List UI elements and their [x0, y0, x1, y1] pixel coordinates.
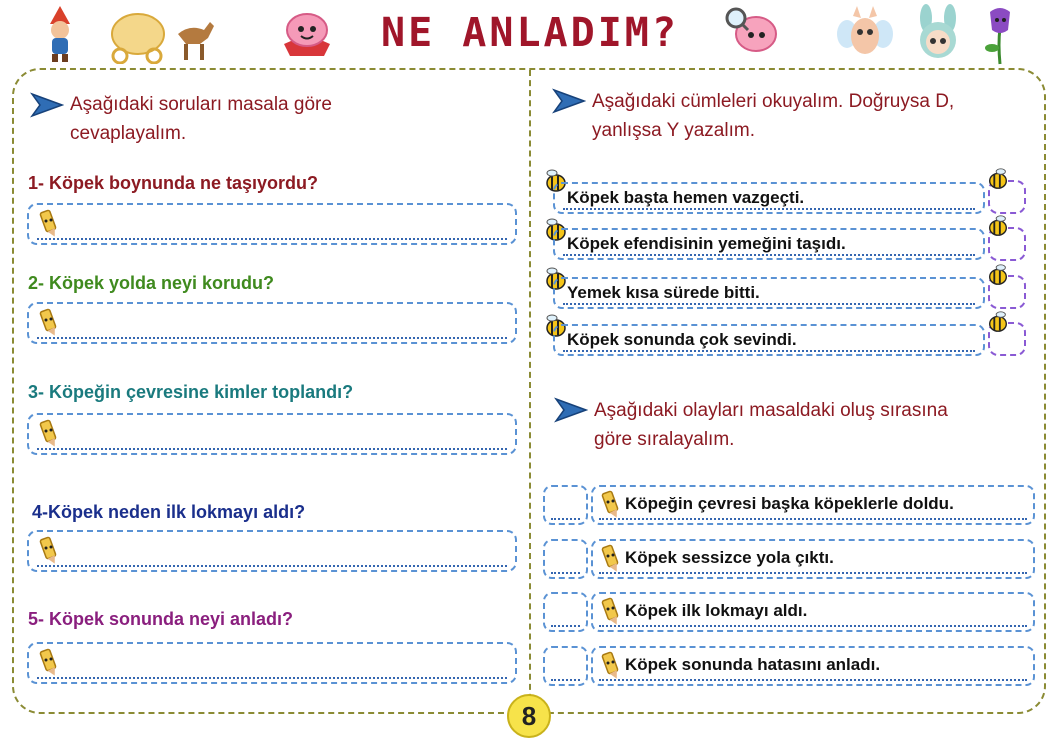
brain-magnifier-icon — [722, 4, 782, 60]
statement-text: Köpek başta hemen vazgeçti. — [567, 188, 805, 207]
column-divider — [529, 70, 531, 710]
event-item-2 — [591, 539, 1035, 579]
pencil-icon — [597, 544, 623, 574]
answer-box-3[interactable] — [27, 413, 517, 455]
true-false-instruction — [592, 87, 1042, 145]
event-item-4 — [591, 646, 1035, 686]
event-line — [599, 572, 1027, 574]
answer-box-5[interactable] — [27, 642, 517, 684]
answer-box-1[interactable] — [27, 203, 517, 245]
event-item-1 — [591, 485, 1035, 525]
number-line — [551, 679, 580, 681]
question-2: 2- Köpek yolda neyi korudu? — [28, 273, 275, 293]
bee-icon — [986, 310, 1010, 334]
true-false-statement-3 — [553, 277, 985, 309]
event-line — [599, 679, 1027, 681]
flower-icon — [980, 4, 1020, 66]
carriage-horse-icon — [100, 4, 220, 64]
bunny-girl-icon — [910, 4, 966, 64]
pencil-icon — [35, 419, 61, 449]
order-number-box-1[interactable] — [543, 485, 588, 525]
instruction-line: yanlışsa Y yazalım. — [592, 120, 755, 141]
number-line — [551, 518, 580, 520]
instruction-line: cevaplayalım. — [70, 123, 187, 144]
question-1: 1- Köpek boynunda ne taşıyordu? — [28, 173, 319, 193]
pencil-icon — [597, 597, 623, 627]
question-4: 4-Köpek neden ilk lokmayı aldı? — [32, 502, 306, 522]
answer-line — [37, 337, 507, 339]
instruction-line: Aşağıdaki soruları masala göre — [70, 94, 332, 115]
number-line — [551, 572, 580, 574]
question-5: 5- Köpek sonunda neyi anladı? — [28, 609, 294, 629]
fairy-creature-icon — [835, 4, 895, 64]
answer-box-2[interactable] — [27, 302, 517, 344]
answer-line — [37, 677, 507, 679]
event-text: Köpeğin çevresi başka köpeklerle doldu. — [625, 494, 954, 513]
bee-icon — [986, 214, 1010, 238]
page-title: NE ANLADIM? — [381, 10, 679, 56]
statement-line — [563, 254, 975, 256]
bee-icon — [986, 263, 1010, 287]
true-false-statement-2 — [553, 228, 985, 260]
gnome-character-icon — [40, 4, 80, 64]
statement-line — [563, 208, 975, 210]
order-number-box-3[interactable] — [543, 592, 588, 632]
left-instruction — [70, 90, 510, 148]
blue-arrow-icon — [30, 92, 64, 118]
statement-text: Yemek kısa sürede bitti. — [567, 283, 760, 302]
ordering-instruction — [594, 396, 1044, 454]
blue-arrow-icon — [554, 397, 588, 423]
answer-box-4[interactable] — [27, 530, 517, 572]
blue-arrow-icon — [552, 88, 586, 114]
pencil-icon — [597, 651, 623, 681]
answer-line — [37, 238, 507, 240]
event-text: Köpek sonunda hatasını anladı. — [625, 655, 881, 674]
bee-icon — [986, 167, 1010, 191]
pencil-icon — [35, 536, 61, 566]
instruction-line: göre sıralayalım. — [594, 429, 735, 450]
pencil-icon — [35, 648, 61, 678]
pencil-icon — [35, 209, 61, 239]
event-line — [599, 518, 1027, 520]
statement-text: Köpek sonunda çok sevindi. — [567, 330, 797, 349]
statement-line — [563, 350, 975, 352]
event-line — [599, 625, 1027, 627]
true-false-statement-4 — [553, 324, 985, 356]
event-item-3 — [591, 592, 1035, 632]
order-number-box-4[interactable] — [543, 646, 588, 686]
order-number-box-2[interactable] — [543, 539, 588, 579]
event-text: Köpek ilk lokmayı aldı. — [625, 601, 808, 620]
number-line — [551, 625, 580, 627]
statement-line — [563, 303, 975, 305]
answer-line — [37, 565, 507, 567]
true-false-statement-1 — [553, 182, 985, 214]
page-number: 8 — [507, 694, 551, 738]
brain-superhero-icon — [278, 4, 336, 58]
pencil-icon — [597, 490, 623, 520]
statement-text: Köpek efendisinin yemeğini taşıdı. — [567, 234, 846, 253]
event-text: Köpek sessizce yola çıktı. — [625, 548, 834, 567]
instruction-line: Aşağıdaki olayları masaldaki oluş sırasına — [594, 400, 948, 421]
answer-line — [37, 448, 507, 450]
pencil-icon — [35, 308, 61, 338]
instruction-line: Aşağıdaki cümleleri okuyalım. Doğruysa D, — [592, 91, 955, 112]
question-3: 3- Köpeğin çevresine kimler toplandı? — [28, 382, 354, 402]
